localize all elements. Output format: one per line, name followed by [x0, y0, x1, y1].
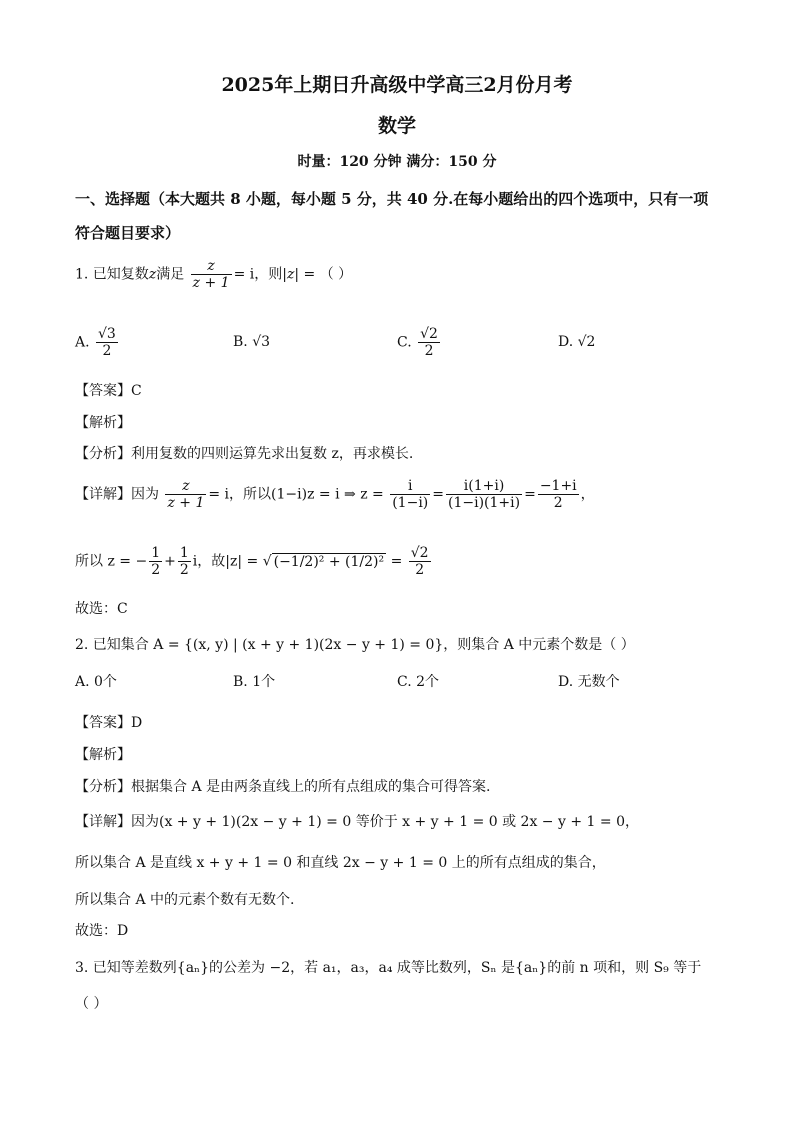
q1-detail-frac2	[446, 478, 522, 511]
q1-then: ，则	[254, 266, 283, 283]
q1-option-d-value: √2	[577, 334, 596, 350]
q1-detail-given-rhs: = i	[208, 486, 230, 503]
sqrt-icon: √	[262, 553, 272, 570]
q1-detail-given-num: z	[165, 478, 206, 495]
q1-mid: 满足	[156, 266, 185, 283]
q1-frac-den: z + 1	[192, 275, 230, 291]
q1-so-eq: =	[390, 553, 403, 570]
q1-option-b	[233, 334, 270, 350]
q1-prefix: 1. 已知复数	[75, 266, 149, 283]
q1-detail-frac1-den: (1−i)	[392, 495, 429, 511]
q1-option-a-den: 2	[102, 343, 112, 359]
q1-answer: 【答案】C	[75, 383, 142, 399]
q1-so-half2	[178, 545, 191, 578]
q1-detail-a: ，所以(1−i)z = i ⇒ z =	[229, 486, 384, 503]
q1-option-a-fraction	[96, 326, 118, 359]
q1-option-a	[75, 326, 120, 359]
q1-detail-frac3	[538, 478, 579, 511]
q1-fenxi: 【分析】利用复数的四则运算先求出复数 z，再求模长.	[75, 446, 414, 462]
q2-option-b: B. 1个	[233, 674, 276, 690]
q2-so1: 所以集合 A 是直线 x + y + 1 = 0 和直线 2x − y + 1 = 0 上的所有点组成的集合，	[75, 855, 606, 871]
q1-detail-frac3-den: 2	[553, 495, 563, 511]
q2-so2: 所以集合 A 中的元素个数有无数个.	[75, 892, 295, 908]
q3-paren: （ ）	[75, 996, 108, 1012]
q1-so-half1	[149, 545, 162, 578]
q1-option-a-label: A.	[75, 334, 90, 351]
q1-option-c-fraction	[418, 326, 440, 359]
q1-so-result-den: 2	[415, 562, 425, 578]
q1-detail-frac2-num: i(1+i)	[446, 478, 522, 495]
q1-choose: 故选：C	[75, 601, 128, 617]
q1-paren: （ ）	[319, 266, 353, 283]
q1-detail-end: ，	[580, 486, 595, 503]
q2-choose: 故选：D	[75, 923, 129, 939]
q2-fenxi: 【分析】根据集合 A 是由两条直线上的所有点组成的集合可得答案.	[75, 779, 491, 795]
q1-detail-frac1-num: i	[390, 478, 430, 495]
page-title: 2025年上期日升高级中学高三2月份月考	[221, 74, 573, 96]
q1-so-sqrt-body: (−1/2)² + (1/2)²	[273, 553, 385, 570]
q1-so-half1-den: 2	[151, 562, 161, 578]
q1-fraction	[191, 258, 232, 291]
exam-meta: 时量：120 分钟 满分：150 分	[297, 154, 497, 170]
q1-option-c-label: C.	[397, 334, 412, 351]
q1-so-result-num: √2	[410, 545, 429, 561]
q1-analysis: 【解析】	[75, 415, 131, 431]
q1-var: z	[148, 266, 157, 283]
q1-option-b-label: B.	[233, 334, 248, 350]
q1-detail-given-den: z + 1	[167, 495, 205, 511]
q1-detail-given-fraction	[165, 478, 206, 511]
q2-option-c: C. 2个	[397, 674, 440, 690]
q2-detail: 【详解】因为(x + y + 1)(2x − y + 1) = 0 等价于 x + y + 1 = 0 或 2x − y + 1 = 0，	[75, 814, 639, 830]
q1-so-plus: +	[164, 553, 176, 570]
q1-detail-prefix: 【详解】因为	[75, 486, 159, 503]
q1-option-c	[397, 326, 442, 359]
subject-title: 数学	[377, 115, 416, 137]
q1-so-prefix: 所以 z = −	[75, 553, 148, 570]
q1-option-c-den: 2	[424, 343, 434, 359]
q1-option-c-num: √2	[420, 326, 438, 342]
q2-option-d: D. 无数个	[558, 674, 620, 690]
q1-detail-frac2-den: (1−i)(1+i)	[448, 495, 521, 511]
q2-stem: 2. 已知集合 A = {(x, y) | (x + y + 1)(2x − y + 1) = 0}，则集合 A 中元素个数是（ ）	[75, 637, 635, 653]
q1-detail: 【详解】因为 $\frac{z}{z + 1}$ = i，所以(1−i)z = i ⇒ z = $\frac{i}{(1-i)}$ = $\frac{i(1+i)}{(1-i)(1+i)}$ = $\frac{-1+i}{2}$ ，	[75, 478, 595, 511]
q1-so-half2-num: 1	[179, 545, 189, 561]
q3-stem: 3. 已知等差数列{aₙ}的公差为 −2，若 a₁，a₃，a₄ 成等比数列，Sₙ 是{aₙ}的前 n 项和，则 S₉ 等于	[75, 960, 702, 976]
section-heading-line2: 符合题目要求）	[75, 224, 181, 242]
q1-detail-frac3-num: −1+i	[539, 478, 577, 494]
q1-option-d-label: D.	[558, 334, 574, 350]
q1-detail-frac1	[390, 478, 430, 511]
q1-abs-z: |z| =	[282, 266, 316, 283]
q1-option-b-value: √3	[252, 334, 271, 350]
q1-so-half1-num: 1	[151, 545, 161, 561]
q1-so-result	[409, 545, 431, 578]
q1-so-half2-den: 2	[179, 562, 189, 578]
q1-option-a-num: √3	[98, 326, 116, 342]
q2-analysis: 【解析】	[75, 747, 131, 763]
q1-eq-rhs: = i	[233, 266, 255, 283]
q1-frac-num: z	[191, 258, 232, 275]
q1-conclusion	[75, 545, 433, 578]
section-heading-line1: 一、选择题（本大题共 8 小题，每小题 5 分，共 40 分.在每小题给出的四个选项中，只有一项	[75, 190, 709, 208]
q1-so-i: i，故|z| =	[192, 553, 259, 570]
q2-answer: 【答案】D	[75, 715, 143, 731]
q1-option-d	[558, 334, 595, 350]
q2-option-a: A. 0个	[75, 674, 117, 690]
q1-stem	[75, 258, 352, 291]
